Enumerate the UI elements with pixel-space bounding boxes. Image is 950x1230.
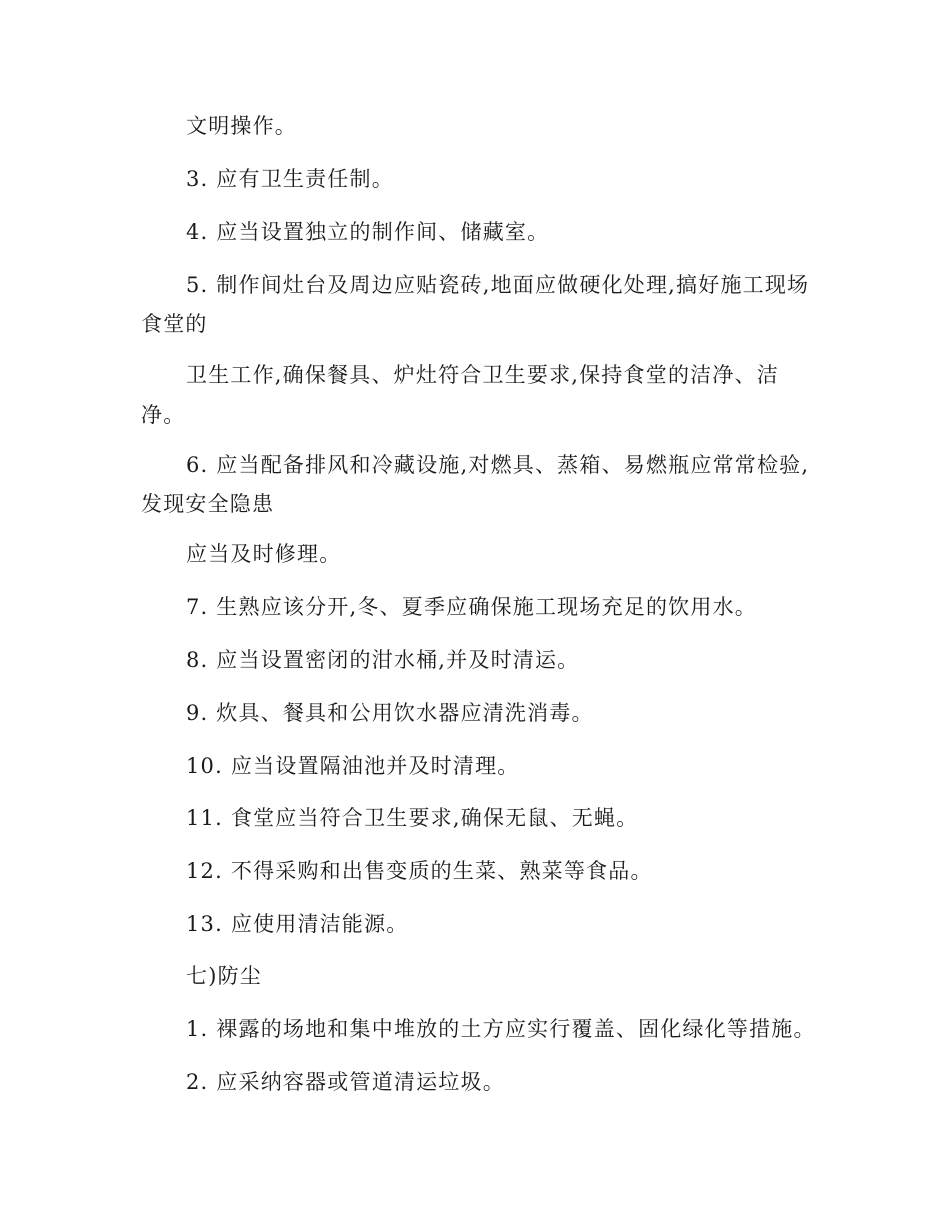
text-line: 10. 应当设置隔油池并及时清理。 xyxy=(186,754,520,778)
text-line: 9. 炊具、餐具和公用饮水器应清洗消毒。 xyxy=(186,701,594,725)
text-line: 6. 应当配备排风和冷藏设施,对燃具、蒸箱、易燃瓶应常常检验, xyxy=(186,453,810,477)
text-line: 应当及时修理。 xyxy=(186,542,342,566)
text-line: 7. 生熟应该分开,冬、夏季应确保施工现场充足的饮用水。 xyxy=(186,595,757,619)
text-line: 4. 应当设置独立的制作间、储藏室。 xyxy=(186,220,550,244)
text-line: 5. 制作间灶台及周边应贴瓷砖,地面应做硬化处理,搞好施工现场 xyxy=(186,273,810,297)
text-line: 净。 xyxy=(141,403,186,427)
section-heading: 七)防尘 xyxy=(186,964,262,988)
text-line: 8. 应当设置密闭的泔水桶,并及时清运。 xyxy=(186,648,580,672)
text-line: 12. 不得采购和出售变质的生菜、熟菜等食品。 xyxy=(186,859,653,883)
text-line: 3. 应有卫生责任制。 xyxy=(186,167,394,191)
text-line: 1. 裸露的场地和集中堆放的土方应实行覆盖、固化绿化等措施。 xyxy=(186,1017,816,1041)
text-line: 发现安全隐患 xyxy=(141,492,275,516)
text-line: 13. 应使用清洁能源。 xyxy=(186,912,409,936)
text-line: 文明操作。 xyxy=(186,114,297,138)
text-line: 11. 食堂应当符合卫生要求,确保无鼠、无蝇。 xyxy=(186,806,639,830)
text-line: 卫生工作,确保餐具、炉灶符合卫生要求,保持食堂的洁净、洁 xyxy=(186,363,779,387)
text-line: 食堂的 xyxy=(141,312,208,336)
text-line: 2. 应采纳容器或管道清运垃圾。 xyxy=(186,1070,505,1094)
